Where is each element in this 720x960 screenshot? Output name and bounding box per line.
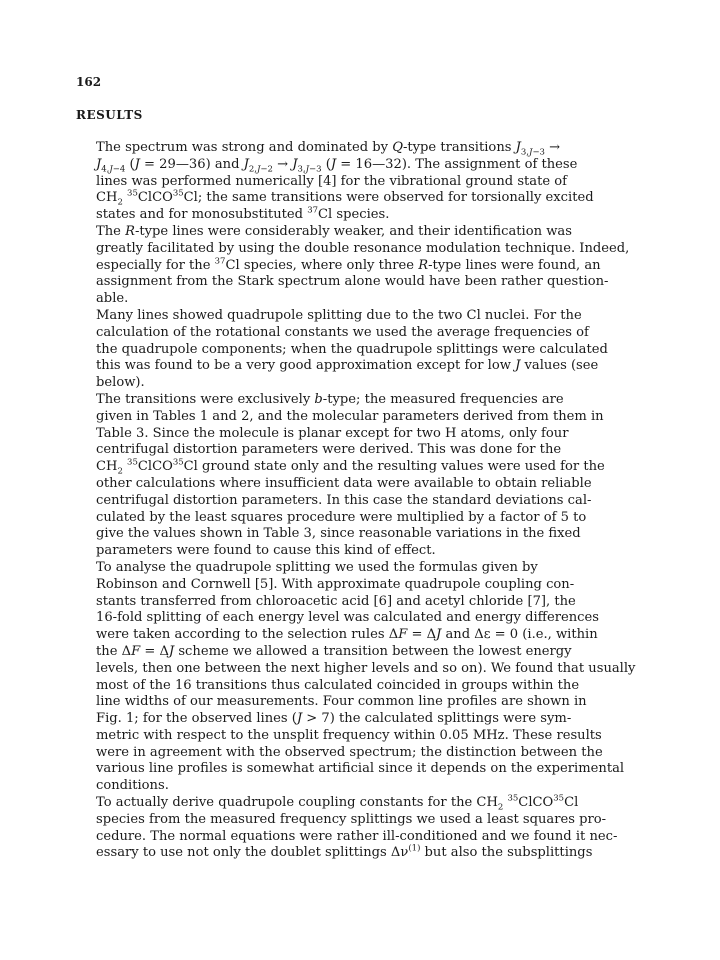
text-line: greatly facilitated by using the double resonance modulation technique. Indeed, (96, 240, 630, 256)
text-line: calculation of the rotational constants we used the average frequencies of (96, 324, 589, 340)
text-line: 16-fold splitting of each energy level was calculated and energy differences (96, 610, 599, 626)
paragraph-quadrupole-analysis (76, 560, 666, 795)
text-line: $CH_2$ $^{35}$ClCO$^{35}$Cl; the same transitions were observed for torsionally excited (96, 189, 594, 208)
section-heading: RESULTS (76, 108, 143, 122)
text-line: various line profiles is somewhat artificial since it depends on the experimental (96, 761, 625, 777)
text-line: states and for monosubstituted $^{37}$Cl species. (96, 205, 390, 223)
text-line: the ΔF = ΔJ scheme we allowed a transition between the lowest energy (96, 643, 572, 659)
text-line: The spectrum was strong and dominated by Q-type transitions $J_{3,J-3}$ → (96, 140, 561, 158)
text-line: centrifugal distortion parameters. In this case the standard deviations cal- (96, 492, 592, 508)
paragraph-r-type-lines (76, 224, 666, 308)
text-line: lines was performed numerically [4] for the vibrational ground state of (96, 173, 568, 189)
text-line: centrifugal distortion parameters were derived. This was done for the (96, 442, 562, 458)
text-line: able. (96, 291, 129, 307)
text-line: Many lines showed quadrupole splitting due to the two Cl nuclei. For the (96, 307, 582, 323)
text-line: the quadrupole components; when the quadrupole splittings were calculated (96, 341, 608, 357)
text-line: species from the measured frequency splittings we used a least squares pro- (96, 811, 607, 827)
text-line: Table 3. Since the molecule is planar except for two H atoms, only four (96, 425, 569, 441)
text-line: The R-type lines were considerably weaker, and their identification was (96, 223, 572, 239)
text-line: especially for the $^{37}$Cl species, where only three R-type lines were found, an (96, 256, 601, 273)
paragraph-coupling-constants (76, 795, 666, 862)
text-line: To actually derive quadrupole coupling constants for the $CH_2$ $^{35}$ClCO$^{35}$Cl (96, 793, 579, 813)
text-line: $CH_2$ $^{35}$ClCO$^{35}$Cl ground state only and the resulting values were used for the (96, 457, 605, 477)
text-line: The transitions were exclusively b-type; the measured frequencies are (96, 391, 564, 407)
text-line: essary to use not only the doublet splittings $\Delta\nu^{(1)}$ but also the subsplittings (96, 844, 593, 861)
paragraph-quadrupole-splitting (76, 308, 666, 392)
text-line: other calculations where insufficient data were available to obtain reliable (96, 475, 592, 491)
text-line: Fig. 1; for the observed lines (J > 7) the calculated splittings were sym- (96, 711, 572, 727)
text-line: line widths of our measurements. Four common line profiles are shown in (96, 694, 587, 710)
text-line: stants transferred from chloroacetic acid [6] and acetyl chloride [7], the (96, 593, 576, 609)
text-line: this was found to be a very good approximation except for low J values (see (96, 358, 599, 374)
text-line: Robinson and Cornwell [5]. With approximate quadrupole coupling con- (96, 576, 575, 592)
text-line: given in Tables 1 and 2, and the molecular parameters derived from them in (96, 408, 604, 424)
paragraph-q-type-transitions (76, 140, 666, 224)
text-line: were taken according to the selection rules ΔF = ΔJ and Δε = 0 (i.e., within (96, 627, 598, 643)
text-line: below). (96, 375, 145, 391)
text-line: conditions. (96, 778, 169, 794)
paragraph-b-type-transitions (76, 392, 666, 560)
text-line: parameters were found to cause this kind of effect. (96, 543, 436, 559)
text-line: give the values shown in Table 3, since reasonable variations in the fixed (96, 526, 581, 542)
text-line: levels, then one between the next higher levels and so on). We found that usually (96, 660, 636, 676)
text-line: $J_{4,J-4}$ (J = 29—36) and $J_{2,J-2} \to J_{3,J-3}$ (J = 16—32). The assignment of these (96, 156, 578, 175)
body-text (76, 140, 666, 862)
page-number: 162 (76, 75, 102, 89)
text-line: culated by the least squares procedure were multiplied by a factor of 5 to (96, 509, 587, 525)
text-line: most of the 16 transitions thus calculated coincided in groups within the (96, 677, 580, 693)
text-line: metric with respect to the unsplit frequency within 0.05 MHz. These results (96, 727, 602, 743)
text-line: were in agreement with the observed spectrum; the distinction between the (96, 744, 603, 760)
text-line: To analyse the quadrupole splitting we used the formulas given by (96, 559, 538, 575)
text-line: assignment from the Stark spectrum alone would have been rather question- (96, 274, 609, 290)
text-line: cedure. The normal equations were rather ill-conditioned and we found it nec- (96, 828, 618, 844)
